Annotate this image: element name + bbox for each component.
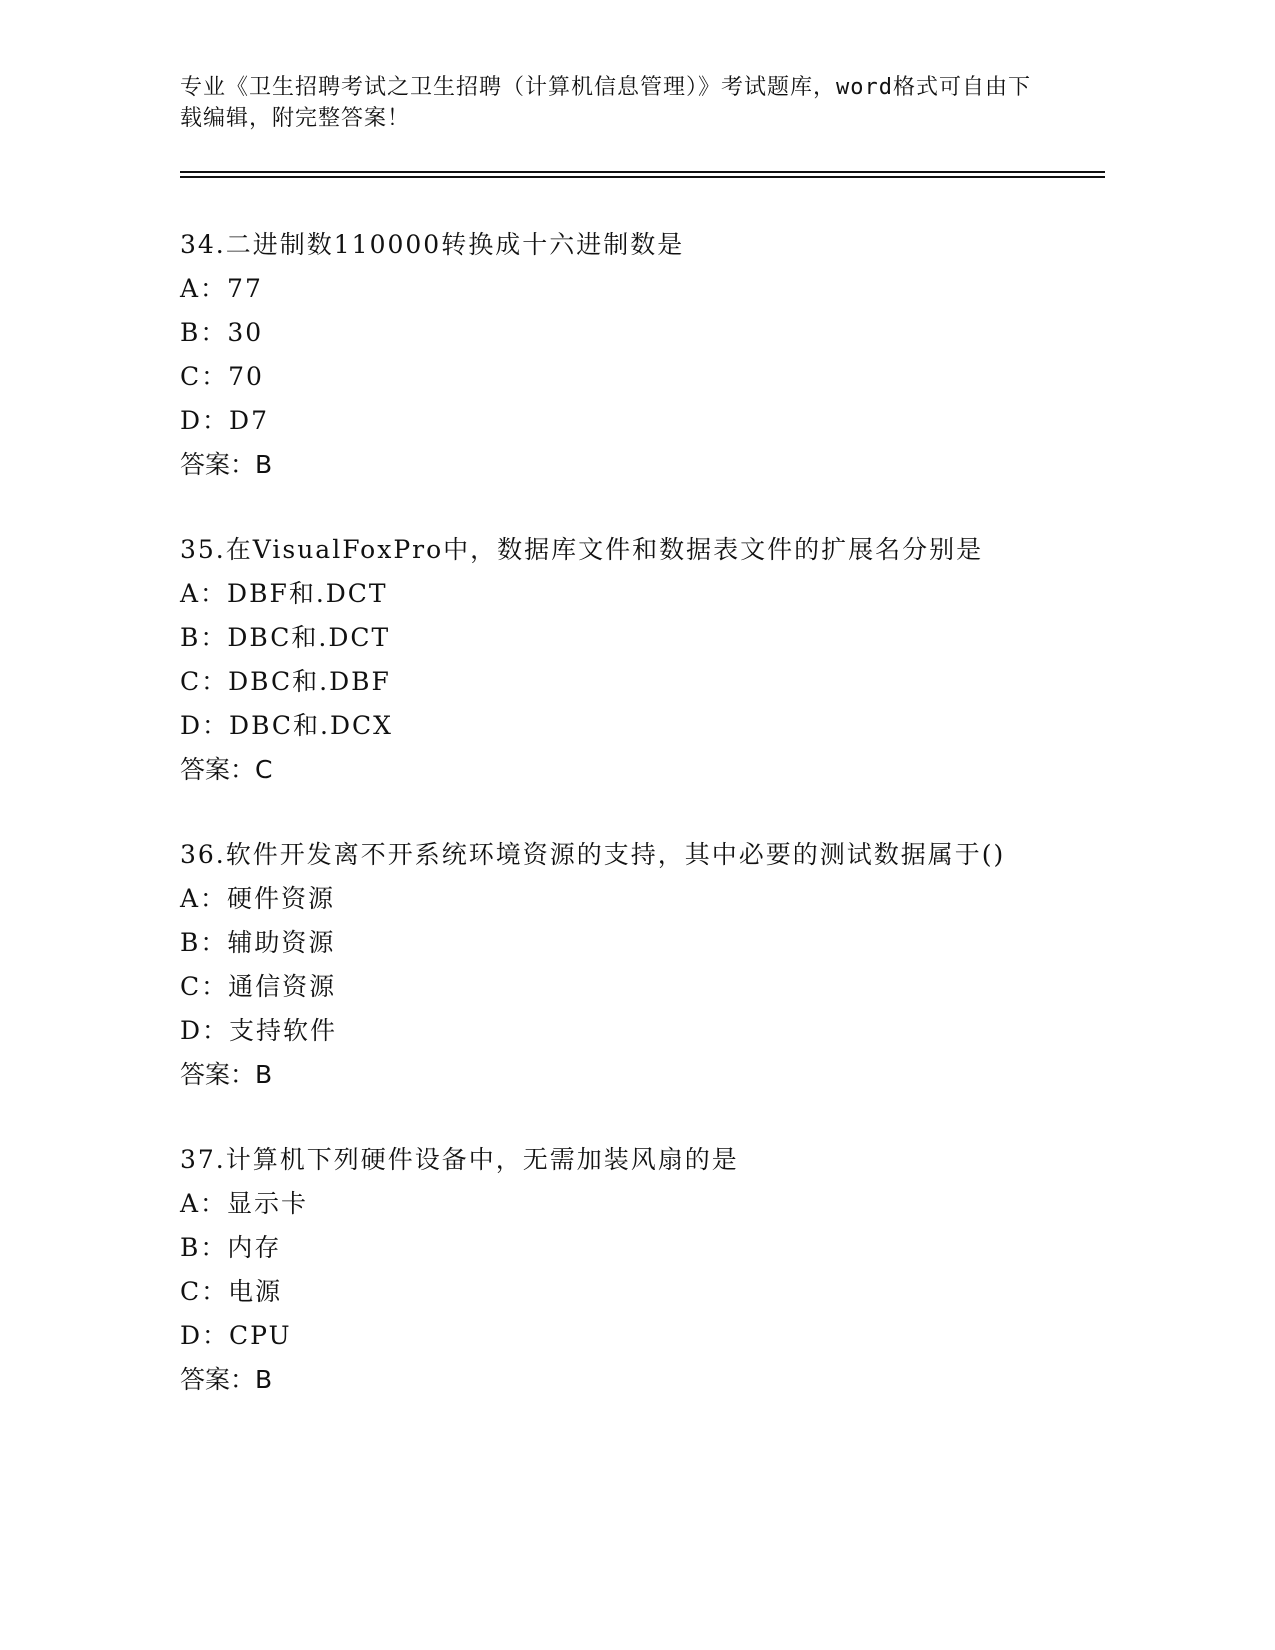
option-c: C：70 [180, 362, 264, 391]
question-block [180, 840, 1140, 1104]
question-stem: 34.二进制数110000转换成十六进制数是 [180, 230, 685, 259]
question-stem: 35.在VisualFoxPro中，数据库文件和数据表文件的扩展名分别是 [180, 535, 984, 564]
option-a: A：77 [180, 274, 263, 303]
question-stem: 37.计算机下列硬件设备中，无需加装风扇的是 [180, 1145, 739, 1174]
option-a: A：硬件资源 [180, 884, 336, 913]
answer-line: 答案：C [180, 755, 273, 784]
header-divider-bottom [180, 176, 1105, 178]
option-c: C：电源 [180, 1277, 283, 1306]
question-block [180, 230, 1140, 494]
option-d: D：CPU [180, 1321, 292, 1350]
option-a: A：DBF和.DCT [180, 579, 388, 608]
answer-line: 答案：B [180, 1365, 273, 1394]
header-divider-top [180, 171, 1105, 173]
option-b: B：DBC和.DCT [180, 623, 391, 652]
option-c: C：通信资源 [180, 972, 337, 1001]
option-d: D：DBC和.DCX [180, 711, 393, 740]
question-block [180, 1145, 1140, 1409]
question-block [180, 535, 1140, 799]
option-b: B：30 [180, 318, 264, 347]
answer-line: 答案：B [180, 450, 273, 479]
option-a: A：显示卡 [180, 1189, 309, 1218]
answer-line: 答案：B [180, 1060, 273, 1089]
document-intro: 专业《卫生招聘考试之卫生招聘（计算机信息管理）》考试题库，word格式可自由下载编辑，附完整答案！ [180, 75, 1031, 131]
option-b: B：内存 [180, 1233, 282, 1262]
question-stem: 36.软件开发离不开系统环境资源的支持，其中必要的测试数据属于() [180, 840, 1006, 869]
option-d: D：D7 [180, 406, 269, 435]
option-b: B：辅助资源 [180, 928, 336, 957]
option-c: C：DBC和.DBF [180, 667, 391, 696]
option-d: D：支持软件 [180, 1016, 338, 1045]
